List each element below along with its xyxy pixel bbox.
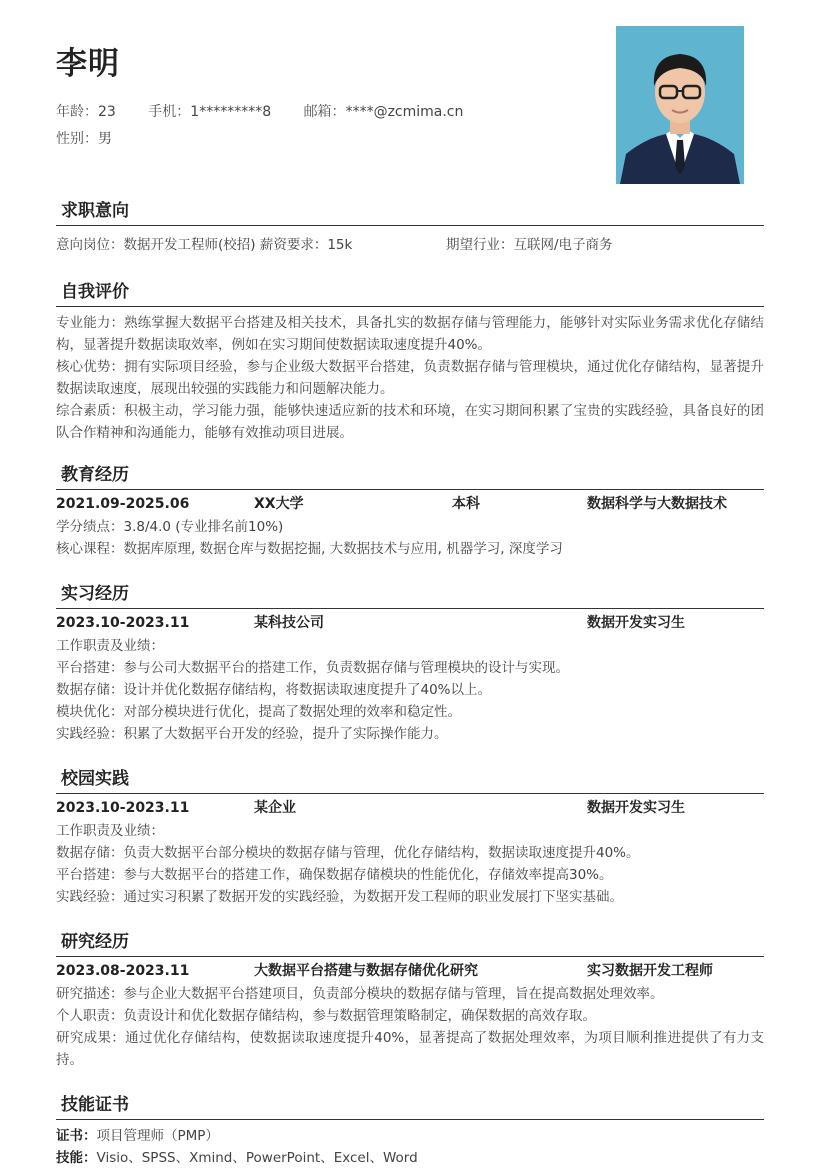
degree: 本科 xyxy=(452,496,480,512)
internship-header xyxy=(56,611,764,635)
intent-row xyxy=(56,234,764,256)
internship-detail: 数据存储：设计并优化数据存储结构，将数据读取速度提升了40%以上。 xyxy=(56,682,492,698)
section-title: 研究经历 xyxy=(56,928,764,957)
email-info: 邮箱：****@zcmima.cn xyxy=(303,104,464,120)
gender-info: 性别：男 xyxy=(56,131,112,147)
self-eval-paragraph: 核心优势：拥有实际项目经验，参与企业级大数据平台搭建，负责数据存储与管理模块，通过优化存储结构，显著提升数据读取速度，展现出较强的实践能力和问题解决能力。 xyxy=(56,359,764,397)
industry-info: 期望行业：互联网/电子商务 xyxy=(446,237,613,253)
section-job-intent xyxy=(56,197,764,256)
section-title: 技能证书 xyxy=(56,1091,764,1120)
internship-detail: 工作职责及业绩： xyxy=(56,638,164,654)
section-title: 求职意向 xyxy=(56,197,764,226)
section-title: 自我评价 xyxy=(56,278,764,307)
campus-detail: 平台搭建：参与大数据平台的搭建工作，确保数据存储模块的性能优化，存储效率提高30%。 xyxy=(56,867,613,883)
certificate-row: 证书：项目管理师（PMP） xyxy=(56,1128,219,1144)
age-info: 年龄：23 xyxy=(56,104,116,120)
education-detail: 核心课程：数据库原理, 数据仓库与数据挖掘, 大数据技术与应用, 机器学习, 深度学习 xyxy=(56,541,563,557)
research-result: 研究成果：通过优化存储结构，使数据读取速度提升40%，显著提高了数据处理效率，为项目顺利推进提供了有力支持。 xyxy=(56,1030,764,1068)
research-detail: 研究描述：参与企业大数据平台搭建项目，负责部分模块的数据存储与管理，旨在提高数据处理效率。 xyxy=(56,986,664,1002)
self-eval-paragraph: 综合素质：积极主动，学习能力强，能够快速适应新的技术和环境，在实习期间积累了宝贵的实践经验，具备良好的团队合作精神和沟通能力，能够有效推动项目进展。 xyxy=(56,403,764,441)
campus-detail: 工作职责及业绩： xyxy=(56,823,164,839)
internship-detail: 模块优化：对部分模块进行优化，提高了数据处理的效率和稳定性。 xyxy=(56,704,461,720)
basic-info-row-2 xyxy=(56,128,140,148)
internship-detail: 实践经验：积累了大数据平台开发的经验，提升了实际操作能力。 xyxy=(56,726,448,742)
skills-row: 技能：Visio、SPSS、Xmind、PowerPoint、Excel、Word xyxy=(56,1150,418,1166)
research-detail: 个人职责：负责设计和优化数据存储结构，参与数据管理策略制定，确保数据的高效存取。 xyxy=(56,1008,596,1024)
phone-info: 手机：1*********8 xyxy=(148,104,272,120)
education-detail: 学分绩点：3.8/4.0 (专业排名前10%) xyxy=(56,519,284,535)
job-role: 数据开发实习生 xyxy=(587,615,685,631)
research-header xyxy=(56,959,764,983)
research-role: 实习数据开发工程师 xyxy=(587,963,713,979)
education-period: 2021.09-2025.06 xyxy=(56,496,190,512)
section-title: 教育经历 xyxy=(56,461,764,490)
company-name: 某企业 xyxy=(254,800,296,816)
section-self-evaluation xyxy=(56,278,764,444)
campus-detail: 实践经验：通过实习积累了数据开发的实践经验，为数据开发工程师的职业发展打下坚实基础。 xyxy=(56,889,623,905)
section-education xyxy=(56,461,764,560)
self-eval-paragraph: 专业能力：熟练掌握大数据平台搭建及相关技术，具备扎实的数据存储与管理能力，能够针对实际业务需求优化存储结构，显著提升数据读取效率，例如在实习期间使数据读取速度提升40%。 xyxy=(56,315,764,353)
position-info: 意向岗位：数据开发工程师(校招) 薪资要求：15k xyxy=(56,237,353,253)
research-period: 2023.08-2023.11 xyxy=(56,963,190,979)
campus-detail: 数据存储：负责大数据平台部分模块的数据存储与管理，优化存储结构，数据读取速度提升40%。 xyxy=(56,845,640,861)
major: 数据科学与大数据技术 xyxy=(587,496,727,512)
internship-detail: 平台搭建：参与公司大数据平台的搭建工作，负责数据存储与管理模块的设计与实现。 xyxy=(56,660,569,676)
section-title: 实习经历 xyxy=(56,580,764,609)
internship-period: 2023.10-2023.11 xyxy=(56,615,190,631)
section-campus-practice xyxy=(56,765,764,908)
school-name: XX大学 xyxy=(254,496,304,512)
section-research xyxy=(56,928,764,1071)
campus-period: 2023.10-2023.11 xyxy=(56,800,190,816)
job-role: 数据开发实习生 xyxy=(587,800,685,816)
company-name: 某科技公司 xyxy=(254,615,324,631)
portrait-image xyxy=(616,26,744,184)
profile-photo xyxy=(616,26,744,184)
basic-info-row-1 xyxy=(56,101,491,121)
section-internship xyxy=(56,580,764,745)
project-name: 大数据平台搭建与数据存储优化研究 xyxy=(254,963,478,979)
section-skills xyxy=(56,1091,764,1169)
education-header xyxy=(56,492,764,516)
campus-header xyxy=(56,796,764,820)
section-title: 校园实践 xyxy=(56,765,764,794)
candidate-name: 李明 xyxy=(56,46,120,82)
